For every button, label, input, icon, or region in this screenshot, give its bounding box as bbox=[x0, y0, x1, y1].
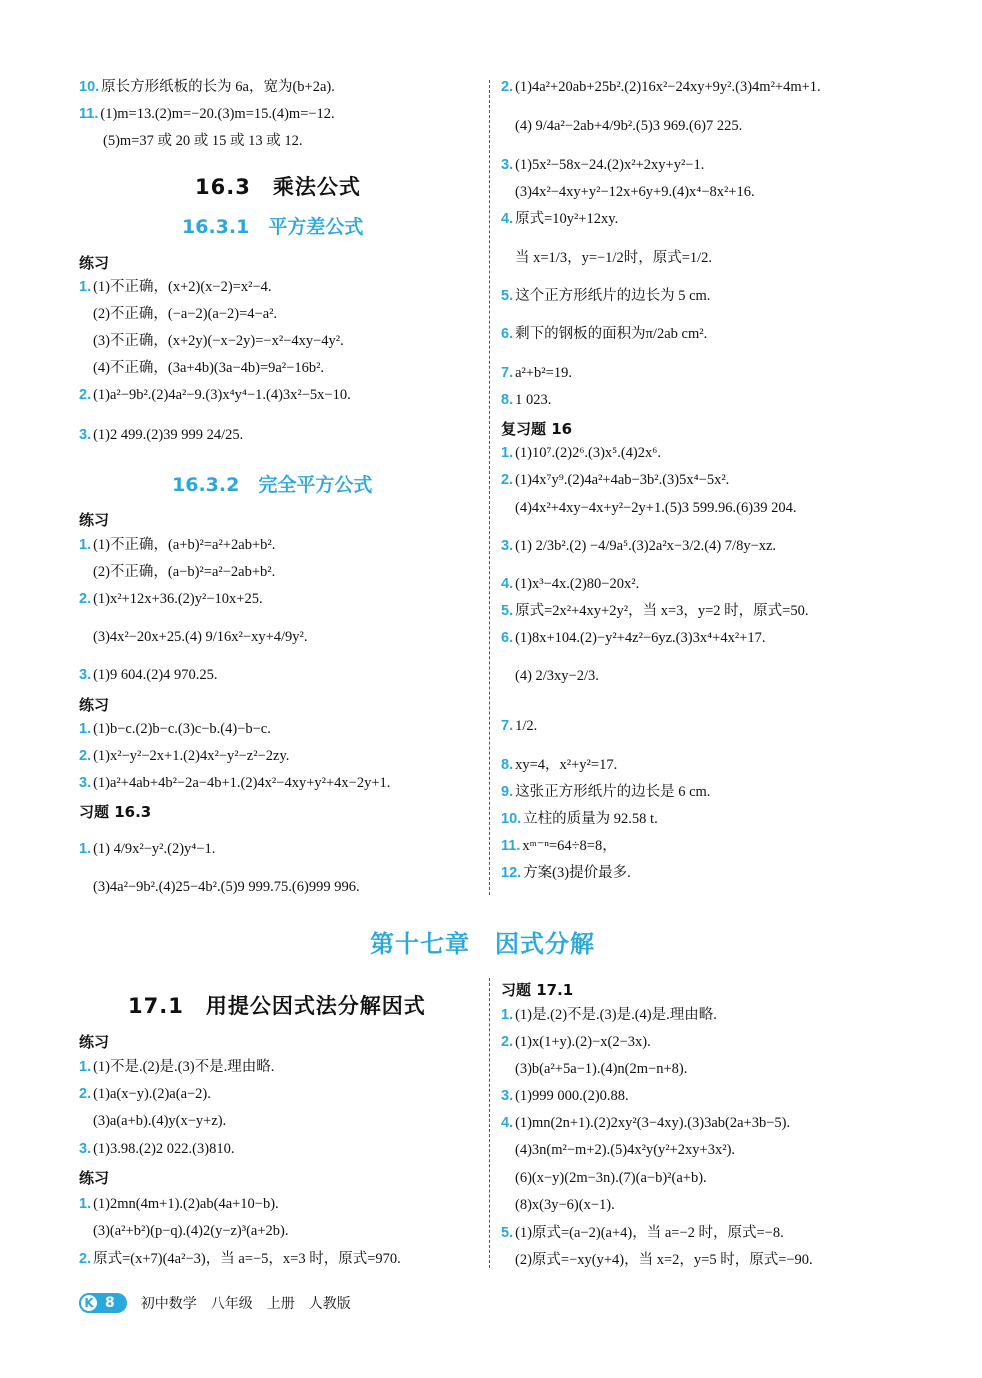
answer-line: (4) 9/4a²−2ab+4/9b².(5)3 969.(6)7 225. bbox=[515, 118, 743, 134]
practice-label: 练习 bbox=[79, 511, 110, 529]
answer-line: 11. (1)m=13.(2)m=−20.(3)m=15.(4)m=−12. bbox=[79, 106, 335, 122]
answer-line: 4. (1)mn(2n+1).(2)2xy²(3−4xy).(3)3ab(2a+3b−5). bbox=[501, 1115, 791, 1131]
answer-line: (4)不正确，(3a+4b)(3a−4b)=9a²−16b². bbox=[93, 360, 325, 376]
answer-line: 2. (1)x²−y²−2x+1.(2)4x²−y²−z²−2zy. bbox=[79, 748, 290, 764]
column-divider bbox=[489, 978, 490, 1268]
answer-line: 6. (1)8x+104.(2)−y²+4z²−6yz.(3)3x⁴+4x²+17. bbox=[501, 630, 766, 646]
answer-line: 3. (1)9 604.(2)4 970.25. bbox=[79, 667, 218, 683]
answer-line: 3. (1)3.98.(2)2 022.(3)810. bbox=[79, 1141, 235, 1157]
answer-line: 1. (1) 4/9x²−y².(2)y⁴−1. bbox=[79, 841, 216, 857]
answer-line: (3)a(a+b).(4)y(x−y+z). bbox=[93, 1113, 227, 1129]
answer-line: 2. 原式=(x+7)(4a²−3)，当 a=−5，x=3 时，原式=970. bbox=[79, 1251, 401, 1267]
exercise-label-17-1: 习题 17.1 bbox=[501, 981, 574, 999]
answer-line: 3. (1)a²+4ab+4b²−2a−4b+1.(2)4x²−4xy+y²+4x−2y+1. bbox=[79, 775, 391, 791]
page-badge bbox=[79, 1293, 127, 1313]
answer-line: 11. xᵐ⁻ⁿ=64÷8=8， bbox=[501, 838, 617, 854]
answer-line: 当 x=1/3，y=−1/2时，原式=1/2. bbox=[515, 250, 713, 266]
answer-line: (6)(x−y)(2m−3n).(7)(a−b)²(a+b). bbox=[515, 1170, 707, 1186]
answer-line: (4) 2/3xy−2/3. bbox=[515, 668, 599, 684]
practice-label: 练习 bbox=[79, 1033, 110, 1051]
answer-line: (3)(a²+b²)(p−q).(4)2(y−z)³(a+2b). bbox=[93, 1223, 289, 1239]
answer-line: 1. (1)2mn(4m+1).(2)ab(4a+10−b). bbox=[79, 1196, 279, 1212]
answer-line: (3)4a²−9b².(4)25−4b².(5)9 999.75.(6)999 996. bbox=[93, 879, 360, 895]
answer-line: 2. (1)x²+12x+36.(2)y²−10x+25. bbox=[79, 591, 263, 607]
answer-line: 1. (1)是.(2)不是.(3)是.(4)是.理由略. bbox=[501, 1007, 717, 1023]
answer-line: (4)4x²+4xy−4x+y²−2y+1.(5)3 599.96.(6)39 204. bbox=[515, 500, 797, 516]
answer-line: 2. (1)a(x−y).(2)a(a−2). bbox=[79, 1086, 211, 1102]
answer-line: 2. (1)a²−9b².(2)4a²−9.(3)x⁴y⁴−1.(4)3x²−5x−10. bbox=[79, 387, 351, 403]
answer-line: 2. (1)x(1+y).(2)−x(2−3x). bbox=[501, 1034, 651, 1050]
section-heading-17-1: 17.1 用提公因式法分解因式 bbox=[128, 994, 426, 1018]
answer-line: 3. (1)999 000.(2)0.88. bbox=[501, 1088, 629, 1104]
subsection-heading-16-3-1: 16.3.1 平方差公式 bbox=[182, 216, 364, 238]
answer-line: 3. (1)5x²−58x−24.(2)x²+2xy+y²−1. bbox=[501, 157, 705, 173]
answer-line: (8)x(3y−6)(x−1). bbox=[515, 1197, 615, 1213]
answer-line: 10. 原长方形纸板的长为 6a，宽为(b+2a). bbox=[79, 79, 335, 95]
answer-line: 10. 立柱的质量为 92.58 t. bbox=[501, 811, 658, 827]
answer-line: 7. a²+b²=19. bbox=[501, 365, 572, 381]
answer-line: (5)m=37 或 20 或 15 或 13 或 12. bbox=[103, 133, 303, 149]
answer-line: 5. 这个正方形纸片的边长为 5 cm. bbox=[501, 288, 711, 304]
practice-label: 练习 bbox=[79, 696, 110, 714]
answer-line: (2)原式=−xy(y+4)，当 x=2，y=5 时，原式=−90. bbox=[515, 1252, 813, 1268]
page-footer bbox=[79, 1292, 351, 1314]
k-logo-icon: K bbox=[79, 1293, 99, 1313]
page-number: 8 bbox=[105, 1295, 115, 1311]
answer-line: (2)不正确，(a−b)²=a²−2ab+b². bbox=[93, 564, 276, 580]
answer-line: 4. (1)x³−4x.(2)80−20x². bbox=[501, 576, 640, 592]
answer-line: (3)不正确，(x+2y)(−x−2y)=−x²−4xy−4y². bbox=[93, 333, 344, 349]
exercise-label-16-3: 习题 16.3 bbox=[79, 803, 152, 821]
answer-line: 1. (1)b−c.(2)b−c.(3)c−b.(4)−b−c. bbox=[79, 721, 271, 737]
review-label-16: 复习题 16 bbox=[501, 420, 573, 438]
answer-line: 8. xy=4，x²+y²=17. bbox=[501, 757, 618, 773]
answer-line: (3)b(a²+5a−1).(4)n(2m−n+8). bbox=[515, 1061, 688, 1077]
answer-line: 5. (1)原式=(a−2)(a+4)，当 a=−2 时，原式=−8. bbox=[501, 1225, 784, 1241]
answer-line: (4)3n(m²−m+2).(5)4x²y(y²+2xy+3x²). bbox=[515, 1142, 736, 1158]
answer-line: 8. 1 023. bbox=[501, 392, 552, 408]
book-info: 初中数学 八年级 上册 人教版 bbox=[140, 1296, 351, 1312]
answer-line: 7. 1/2. bbox=[501, 718, 538, 734]
answer-line: (2)不正确，(−a−2)(a−2)=4−a². bbox=[93, 306, 278, 322]
answer-line: 3. (1) 2/3b².(2) −4/9a⁵.(3)2a²x−3/2.(4) 7/8y−xz. bbox=[501, 538, 777, 554]
subsection-heading-16-3-2: 16.3.2 完全平方公式 bbox=[172, 474, 373, 496]
answer-line: (3)4x²−4xy+y²−12x+6y+9.(4)x⁴−8x²+16. bbox=[515, 184, 755, 200]
answer-line: 1. (1)10⁷.(2)2⁶.(3)x⁵.(4)2x⁶. bbox=[501, 445, 661, 461]
answer-line: 1. (1)不正确，(x+2)(x−2)=x²−4. bbox=[79, 279, 272, 295]
answer-line: (3)4x²−20x+25.(4) 9/16x²−xy+4/9y². bbox=[93, 629, 308, 645]
column-divider bbox=[489, 80, 490, 895]
answer-line: 12. 方案(3)提价最多. bbox=[501, 865, 631, 881]
answer-line: 9. 这张正方形纸片的边长是 6 cm. bbox=[501, 784, 711, 800]
answer-line: 4. 原式=10y²+12xy. bbox=[501, 211, 619, 227]
answer-line: 5. 原式=2x²+4xy+2y²，当 x=3，y=2 时，原式=50. bbox=[501, 603, 809, 619]
practice-label: 练习 bbox=[79, 1169, 110, 1187]
answer-line: 1. (1)不是.(2)是.(3)不是.理由略. bbox=[79, 1059, 275, 1075]
answer-line: 1. (1)不正确，(a+b)²=a²+2ab+b². bbox=[79, 537, 276, 553]
answer-line: 2. (1)4x⁷y⁹.(2)4a²+4ab−3b².(3)5x⁴−5x². bbox=[501, 472, 730, 488]
answer-line: 3. (1)2 499.(2)39 999 24/25. bbox=[79, 427, 244, 443]
answer-line: 2. (1)4a²+20ab+25b².(2)16x²−24xy+9y².(3)4m²+4m+1. bbox=[501, 79, 821, 95]
answer-line: 6. 剩下的钢板的面积为π/2ab cm². bbox=[501, 326, 708, 342]
practice-label: 练习 bbox=[79, 254, 110, 272]
section-heading-16-3: 16.3 乘法公式 bbox=[195, 175, 361, 199]
chapter-heading-17: 第十七章 因式分解 bbox=[370, 930, 595, 958]
